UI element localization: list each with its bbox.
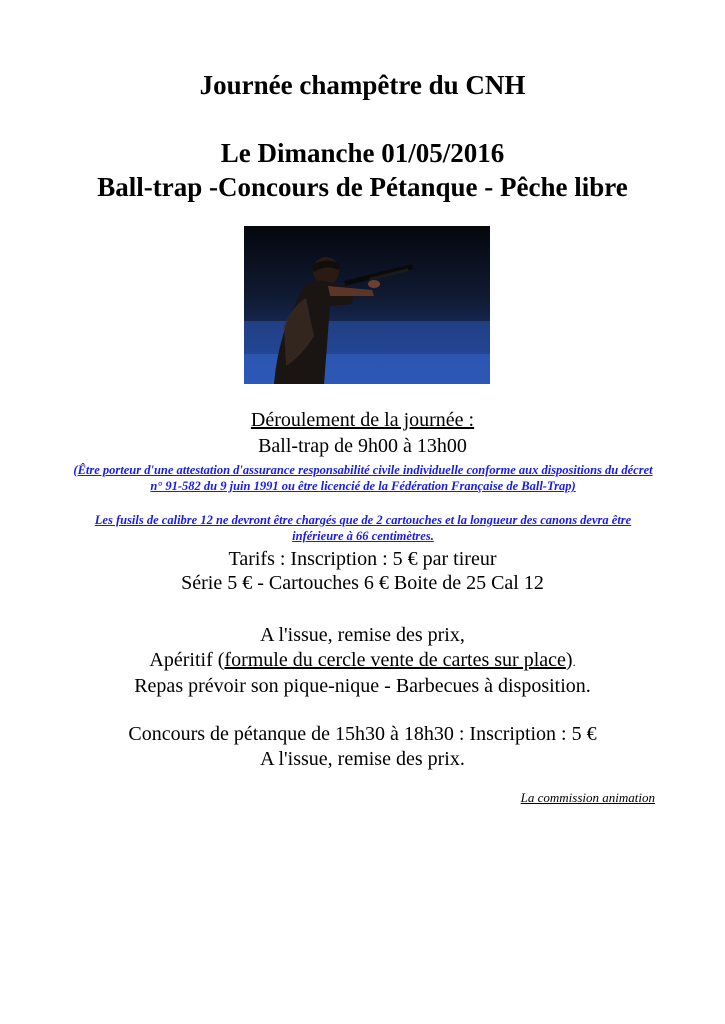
event-activities: Ball-trap -Concours de Pétanque - Pêche libre (97, 172, 628, 202)
insurance-note[interactable]: (Être porteur d'une attestation d'assurance responsabilité civile individuelle conforme aux dispositions du décret n° 91-582 du 9 juin 1991 ou être licencié de la Fédération Française de Ball-Trap) (73, 463, 653, 493)
aperitif-link[interactable]: formule du cercle vente de cartes sur place (224, 649, 566, 671)
petanque-contest-line: Concours de pétanque de 15h30 à 18h30 : Inscription : 5 € (128, 723, 597, 745)
aperitif-line (0, 648, 725, 674)
aperitif-period: . (572, 655, 576, 669)
shooter-photo-image (244, 226, 490, 384)
tarifs-line: Tarifs : Inscription : 5 € par tireur (228, 548, 497, 570)
petanque-prizes-line: A l'issue, remise des prix. (260, 748, 465, 770)
gun-rules-note[interactable]: Les fusils de calibre 12 ne devront être chargés que de 2 cartouches et la longueur des canons devra être inférieure à 66 centimètres. (94, 513, 632, 543)
schedule-heading: Déroulement de la journée : (250, 409, 475, 431)
balltrap-time: Ball-trap de 9h00 à 13h00 (258, 435, 467, 457)
event-date: Le Dimanche 01/05/2016 (220, 138, 505, 168)
document-title: Journée champêtre du CNH (199, 70, 526, 100)
meal-line: Repas prévoir son pique-nique - Barbecues à disposition. (134, 675, 591, 697)
signature: La commission animation (520, 790, 655, 805)
serie-line: Série 5 € - Cartouches 6 € Boite de 25 Cal 12 (181, 572, 544, 594)
shooter-photo (244, 226, 490, 384)
prizes-line: A l'issue, remise des prix, (260, 624, 465, 646)
aperitif-suffix: ) (565, 649, 573, 671)
aperitif-prefix: Apéritif ( (149, 649, 225, 671)
